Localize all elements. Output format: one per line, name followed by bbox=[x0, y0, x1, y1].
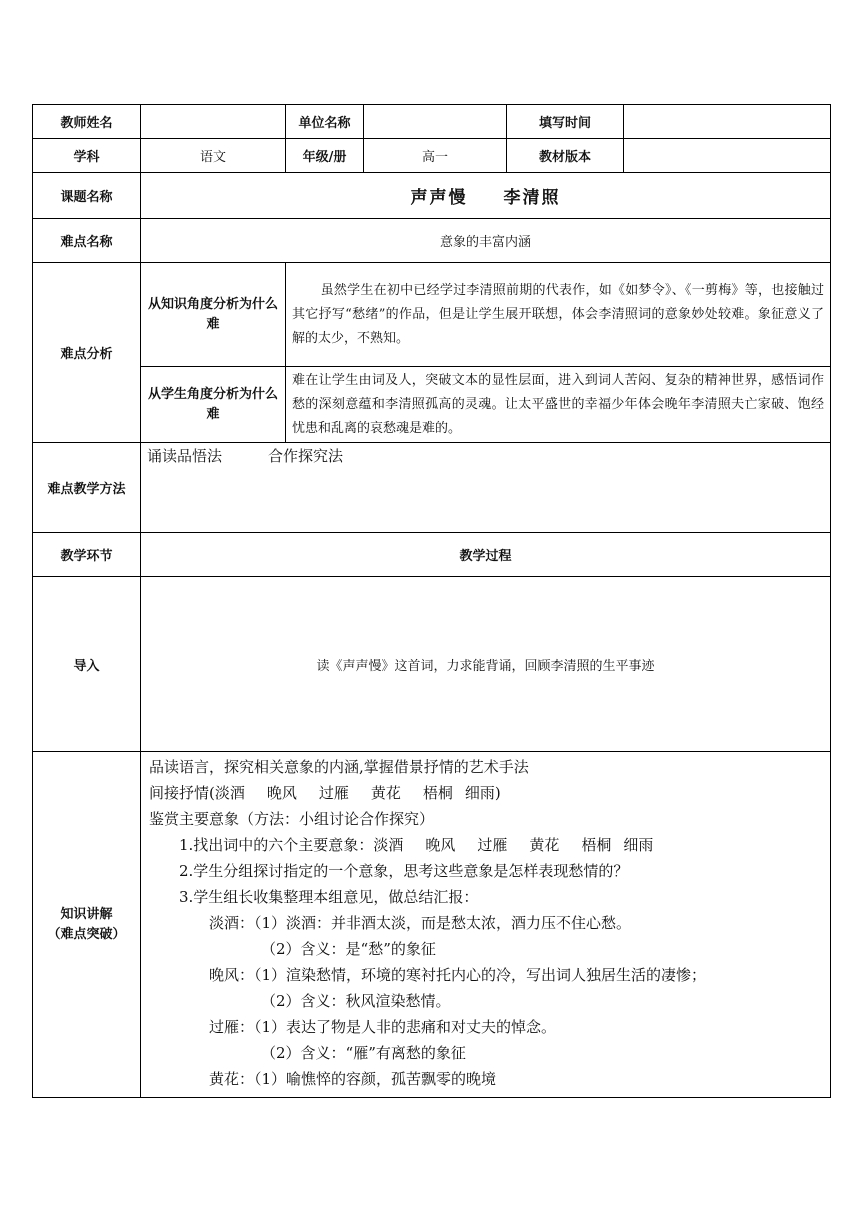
lesson-plan-table bbox=[32, 104, 831, 1098]
knowledge-line bbox=[149, 832, 822, 858]
grade-value: 高一 bbox=[364, 139, 507, 173]
edition-label: 教材版本 bbox=[507, 139, 624, 173]
row-process-header bbox=[33, 533, 831, 577]
method-values bbox=[141, 443, 831, 533]
imagery-item: 晚风 bbox=[425, 836, 456, 854]
topic-label: 课题名称 bbox=[33, 173, 141, 219]
topic-title-cell bbox=[141, 173, 831, 219]
method-item: 诵读品悟法 bbox=[147, 447, 223, 465]
imagery-item: 黄花 bbox=[370, 784, 401, 802]
row-difficulty bbox=[33, 219, 831, 263]
knowledge-label bbox=[33, 752, 141, 1098]
knowledge-line: （2）含义：“雁”有离愁的象征 bbox=[261, 1044, 466, 1062]
row-header-2 bbox=[33, 139, 831, 173]
knowledge-angle-label: 从知识角度分析为什么难 bbox=[141, 263, 286, 367]
knowledge-line: 黄花：（1）喻憔悴的容颜，孤苦飘零的晚境 bbox=[209, 1070, 497, 1088]
knowledge-line: 晚风：（1）渲染愁情，环境的寒衬托内心的冷，写出词人独居生活的凄惨； bbox=[209, 966, 707, 984]
knowledge-line: 过雁：（1）表达了物是人非的悲痛和对丈夫的悼念。 bbox=[209, 1018, 557, 1036]
step1-prefix: 1.找出词中的六个主要意象：淡酒 bbox=[179, 836, 404, 854]
knowledge-line: 鉴赏主要意象（方法：小组讨论合作探究） bbox=[149, 810, 435, 828]
imagery-item: 晚风 bbox=[266, 784, 297, 802]
knowledge-line: 3.学生组长收集整理本组意见，做总结汇报： bbox=[179, 888, 479, 906]
knowledge-label-line2: （难点突破） bbox=[47, 926, 126, 942]
knowledge-label-line1: 知识讲解 bbox=[60, 906, 113, 922]
imagery-item: 过雁 bbox=[318, 784, 349, 802]
knowledge-line: （2）含义：是“愁”的象征 bbox=[261, 940, 436, 958]
knowledge-content bbox=[141, 752, 831, 1098]
edition-value bbox=[624, 139, 831, 173]
analysis-label: 难点分析 bbox=[33, 263, 141, 443]
knowledge-line: 2.学生分组探讨指定的一个意象，思考这些意象是怎样表现愁情的？ bbox=[179, 862, 629, 880]
difficulty-label: 难点名称 bbox=[33, 219, 141, 263]
row-header-1 bbox=[33, 105, 831, 139]
row-method bbox=[33, 443, 831, 533]
intro-label: 导入 bbox=[33, 577, 141, 752]
imagery-item: 梧桐 bbox=[422, 784, 453, 802]
knowledge-line: （2）含义：秋风渲染愁情。 bbox=[261, 992, 451, 1010]
subject-label: 学科 bbox=[33, 139, 141, 173]
knowledge-angle-text: 虽然学生在初中已经学过李清照前期的代表作，如《如梦令》、《一剪梅》等，也接触过其它抒写“愁绪”的作品，但是让学生展开联想，体会李清照词的意象妙处较难。象征意义了解的太少，不熟知。 bbox=[286, 263, 831, 367]
topic-author: 李清照 bbox=[503, 188, 561, 208]
imagery-prefix: 间接抒情(淡酒 bbox=[149, 784, 245, 802]
method-item: 合作探究法 bbox=[268, 447, 344, 465]
student-angle-label: 从学生角度分析为什么难 bbox=[141, 367, 286, 443]
time-value bbox=[624, 105, 831, 139]
time-label: 填写时间 bbox=[507, 105, 624, 139]
row-analysis-knowledge bbox=[33, 263, 831, 367]
process-label: 教学过程 bbox=[141, 533, 831, 577]
stage-label: 教学环节 bbox=[33, 533, 141, 577]
knowledge-line bbox=[149, 780, 822, 806]
imagery-item: 细雨) bbox=[464, 784, 501, 802]
unit-label: 单位名称 bbox=[286, 105, 364, 139]
teacher-label: 教师姓名 bbox=[33, 105, 141, 139]
row-knowledge bbox=[33, 752, 831, 1098]
grade-label: 年级/册 bbox=[286, 139, 364, 173]
student-angle-text: 难在让学生由词及人，突破文本的显性层面，进入到词人苦闷、复杂的精神世界，感悟词作愁的深刻意蕴和李清照孤高的灵魂。让太平盛世的幸福少年体会晚年李清照夫亡家破、饱经忧患和乱离的哀愁魂是难的。 bbox=[286, 367, 831, 443]
row-topic bbox=[33, 173, 831, 219]
imagery-item: 细雨 bbox=[623, 836, 654, 854]
topic-title: 声声慢 bbox=[410, 188, 468, 208]
knowledge-line: 淡酒：（1）淡酒：并非酒太淡，而是愁太浓，酒力压不住心愁。 bbox=[209, 914, 632, 932]
subject-value: 语文 bbox=[141, 139, 286, 173]
row-analysis-student bbox=[33, 367, 831, 443]
imagery-item: 过雁 bbox=[477, 836, 508, 854]
intro-text: 读《声声慢》这首词，力求能背诵，回顾李清照的生平事迹 bbox=[141, 577, 831, 752]
difficulty-value: 意象的丰富内涵 bbox=[141, 219, 831, 263]
knowledge-line: 品读语言，探究相关意象的内涵,掌握借景抒情的艺术手法 bbox=[149, 758, 529, 776]
imagery-item: 黄花 bbox=[529, 836, 560, 854]
method-label: 难点教学方法 bbox=[33, 443, 141, 533]
imagery-item: 梧桐 bbox=[581, 836, 612, 854]
row-intro bbox=[33, 577, 831, 752]
teacher-value bbox=[141, 105, 286, 139]
unit-value bbox=[364, 105, 507, 139]
